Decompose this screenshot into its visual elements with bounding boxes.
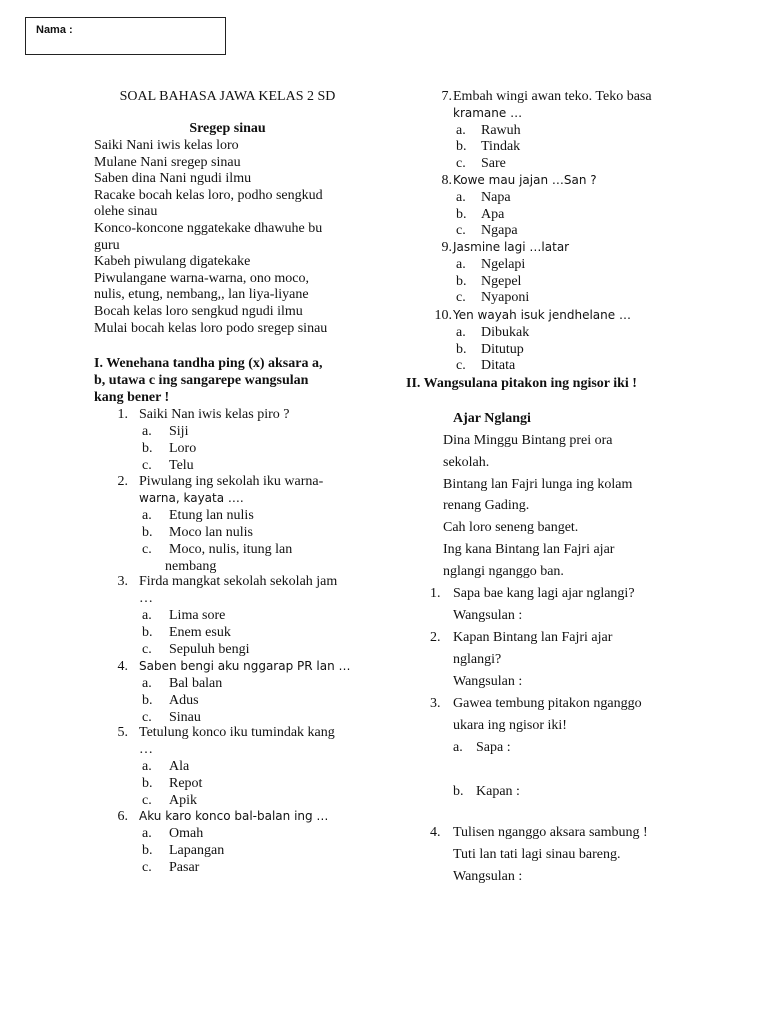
option-letter: c.: [142, 859, 152, 875]
reading-line: Kabeh piwulang digatekake: [94, 254, 251, 270]
option-letter: c.: [456, 156, 466, 172]
s2-q2-number: 2.: [430, 630, 441, 645]
question-text: Jasmine lagi …latar: [453, 240, 570, 254]
s2-q4-number: 4.: [430, 825, 441, 840]
option-letter: a.: [456, 256, 466, 272]
question-text: Kowe mau jajan …San ?: [453, 173, 597, 187]
option-text[interactable]: Ngepel: [481, 273, 522, 289]
s2-q1-answer-label[interactable]: Wangsulan :: [453, 608, 523, 623]
option-text[interactable]: Ditata: [481, 358, 516, 374]
section2-reading-line: Bintang lan Fajri lunga ing kolam: [443, 476, 633, 492]
option-letter: a.: [456, 122, 466, 138]
option-text[interactable]: Ala: [169, 758, 190, 774]
s2-q3-b-letter: b.: [453, 784, 464, 799]
option-letter: b.: [142, 842, 153, 858]
option-text[interactable]: Ditutup: [481, 341, 524, 357]
reading-line: Mulane Nani sregep sinau: [94, 154, 241, 170]
s2-q3-number: 3.: [430, 696, 441, 711]
question-text: Saben bengi aku nggarap PR lan …: [139, 659, 351, 673]
option-letter: b.: [142, 524, 153, 540]
section2-reading-line: sekolah.: [443, 454, 490, 470]
reading-line: Bocah kelas loro sengkud ngudi ilmu: [94, 304, 303, 319]
reading-line: Racake bocah kelas loro, podho sengkud: [94, 187, 323, 203]
option-letter: a.: [142, 507, 152, 523]
option-text[interactable]: Sepuluh bengi: [169, 641, 250, 657]
s2-q3-a-letter: a.: [453, 740, 463, 755]
question-number: 3.: [117, 574, 128, 589]
question-text: …: [139, 741, 153, 757]
option-letter: a.: [142, 423, 152, 439]
s2-q2-text-2: nglangi?: [453, 652, 502, 667]
question-number: 8.: [441, 173, 452, 188]
reading-line: Mulai bocah kelas loro podo sregep sinau: [94, 320, 328, 336]
option-letter: c.: [456, 223, 466, 239]
section2-reading-title: Ajar Nglangi: [453, 411, 531, 426]
option-text[interactable]: Nyaponi: [481, 290, 530, 306]
option-text[interactable]: Loro: [169, 440, 197, 456]
question-text: Firda mangkat sekolah sekolah jam: [139, 574, 338, 589]
option-letter: c.: [142, 641, 152, 657]
option-letter: a.: [142, 607, 152, 623]
option-text[interactable]: Dibukak: [481, 324, 530, 340]
question-number: 7.: [441, 89, 452, 104]
option-text[interactable]: Adus: [169, 692, 199, 708]
option-text[interactable]: Ngelapi: [481, 256, 526, 272]
question-number: 4.: [117, 659, 128, 674]
reading-line: guru: [94, 237, 120, 253]
reading-title: Sregep sinau: [189, 121, 266, 136]
name-box[interactable]: [25, 17, 226, 55]
option-text[interactable]: Napa: [481, 189, 511, 205]
s2-q3-a-text[interactable]: Sapa :: [476, 740, 511, 755]
option-text[interactable]: Bal balan: [169, 675, 223, 691]
option-text-continued: nembang: [165, 558, 217, 574]
option-letter: c.: [456, 290, 466, 306]
s2-q4-text-2: Tuti lan tati lagi sinau bareng.: [453, 847, 621, 862]
question-text: Aku karo konco bal-balan ing …: [139, 809, 329, 823]
option-letter: a.: [142, 758, 152, 774]
s2-q1-text: Sapa bae kang lagi ajar nglangi?: [453, 586, 635, 601]
s2-q3-text-2: ukara ing ngisor iki!: [453, 718, 567, 733]
option-text[interactable]: Enem esuk: [169, 624, 231, 640]
question-number: 2.: [117, 474, 128, 489]
s2-q1-number: 1.: [430, 586, 441, 601]
section2-reading-line: renang Gading.: [443, 498, 530, 514]
question-number: 9.: [441, 240, 452, 255]
option-letter: a.: [142, 825, 152, 841]
reading-line: Konco-koncone nggatekake dhawuhe bu: [94, 221, 323, 236]
option-letter: a.: [456, 324, 466, 340]
option-letter: b.: [456, 341, 467, 357]
reading-line: olehe sinau: [94, 204, 158, 220]
section2-reading-line: Dina Minggu Bintang prei ora: [443, 433, 613, 448]
question-text: Saiki Nan iwis kelas piro ?: [139, 407, 290, 422]
section1-heading-line: kang bener !: [94, 390, 170, 405]
s2-q4-text: Tulisen nganggo aksara sambung !: [453, 825, 648, 840]
option-letter: c.: [142, 709, 152, 725]
option-letter: b.: [456, 139, 467, 155]
question-text: Yen wayah isuk jendhelane …: [453, 308, 631, 322]
option-text[interactable]: Apik: [169, 792, 197, 808]
option-letter: b.: [456, 273, 467, 289]
option-letter: a.: [456, 189, 466, 205]
reading-line: nulis, etung, nembang,, lan liya-liyane: [94, 287, 309, 303]
option-letter: c.: [142, 541, 152, 557]
name-label: Nama :: [36, 24, 73, 36]
question-text: Piwulang ing sekolah iku warna-: [139, 474, 324, 489]
reading-line: Saiki Nani iwis kelas loro: [94, 138, 239, 153]
section2-reading-line: Ing kana Bintang lan Fajri ajar: [443, 542, 615, 557]
question-text: warna, kayata ….: [139, 490, 244, 505]
question-number: 5.: [117, 725, 128, 740]
option-letter: c.: [142, 792, 152, 808]
question-text: kramane …: [453, 105, 523, 120]
question-number: 6.: [117, 809, 128, 824]
reading-line: Saben dina Nani ngudi ilmu: [94, 171, 252, 187]
option-text[interactable]: Etung lan nulis: [169, 507, 254, 523]
option-text[interactable]: Sare: [481, 156, 506, 172]
option-letter: b.: [142, 692, 153, 708]
section1-heading-line: I. Wenehana tandha ping (x) aksara a,: [94, 356, 323, 371]
s2-q4-answer-label[interactable]: Wangsulan :: [453, 869, 523, 884]
section2-reading-line: Cah loro seneng banget.: [443, 520, 579, 536]
question-text: …: [139, 590, 153, 606]
section1-heading-line: b, utawa c ing sangarepe wangsulan: [94, 373, 309, 388]
page-title: SOAL BAHASA JAWA KELAS 2 SD: [119, 89, 336, 104]
question-text: Tetulung konco iku tumindak kang: [139, 725, 335, 740]
option-letter: c.: [142, 457, 152, 473]
option-letter: b.: [142, 624, 153, 640]
option-text[interactable]: Omah: [169, 825, 204, 841]
question-number: 10.: [434, 308, 452, 323]
option-letter: a.: [142, 675, 152, 691]
option-letter: c.: [456, 358, 466, 374]
s2-q3-text-1: Gawea tembung pitakon nganggo: [453, 696, 642, 711]
option-text[interactable]: Pasar: [169, 859, 200, 875]
option-text[interactable]: Lima sore: [169, 607, 226, 623]
option-text[interactable]: Rawuh: [481, 122, 521, 138]
option-text[interactable]: Apa: [481, 206, 505, 222]
option-text[interactable]: Siji: [169, 423, 189, 439]
question-text: Embah wingi awan teko. Teko basa: [453, 89, 652, 104]
question-number: 1.: [117, 407, 128, 422]
s2-q2-answer-label[interactable]: Wangsulan :: [453, 674, 523, 689]
option-text[interactable]: Sinau: [169, 709, 201, 725]
option-text[interactable]: Lapangan: [169, 842, 225, 858]
option-letter: b.: [456, 206, 467, 222]
s2-q2-text-1: Kapan Bintang lan Fajri ajar: [453, 630, 613, 645]
option-text[interactable]: Ngapa: [481, 223, 518, 239]
option-text[interactable]: Moco lan nulis: [169, 524, 253, 540]
option-letter: b.: [142, 775, 153, 791]
s2-q3-b-text[interactable]: Kapan :: [476, 784, 520, 799]
reading-line: Piwulangane warna-warna, ono moco,: [94, 270, 309, 286]
option-text[interactable]: Repot: [169, 775, 203, 791]
section2-reading-line: nglangi nganggo ban.: [443, 563, 564, 579]
option-letter: b.: [142, 440, 153, 456]
section2-heading: II. Wangsulana pitakon ing ngisor iki !: [406, 376, 637, 391]
option-text[interactable]: Telu: [169, 457, 194, 473]
option-text[interactable]: Tindak: [481, 139, 521, 155]
option-text[interactable]: Moco, nulis, itung lan: [169, 541, 293, 557]
